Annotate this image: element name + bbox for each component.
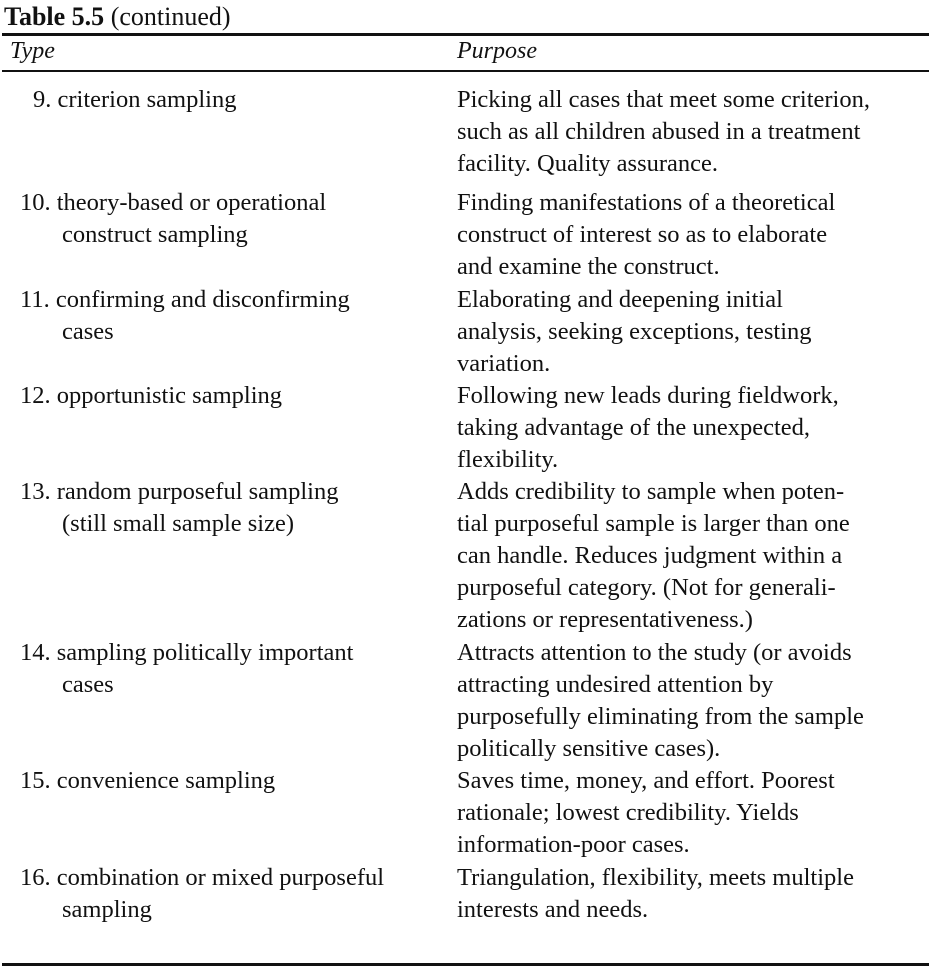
type-cell bbox=[20, 862, 440, 926]
purpose-cell bbox=[457, 187, 927, 283]
purpose-line: interests and needs. bbox=[457, 896, 649, 923]
purpose-line: zations or representativeness.) bbox=[457, 606, 753, 633]
purpose-line: facility. Quality assurance. bbox=[457, 150, 719, 177]
purpose-line: can handle. Reduces judgment within a bbox=[457, 542, 843, 569]
type-text: opportunistic sampling bbox=[56, 382, 282, 409]
purpose-cell bbox=[457, 476, 927, 636]
type-text: confirming and disconfirming bbox=[55, 286, 350, 313]
column-header-purpose: Purpose bbox=[457, 38, 537, 64]
purpose-line: Attracts attention to the study (or avoids bbox=[457, 639, 852, 666]
table-bottom-rule bbox=[2, 963, 929, 966]
column-header-type: Type bbox=[10, 38, 55, 64]
type-text: cases bbox=[62, 318, 114, 345]
purpose-line: flexibility. bbox=[457, 446, 559, 473]
row-number: 10. bbox=[20, 189, 51, 216]
purpose-cell bbox=[457, 284, 927, 380]
purpose-cell bbox=[457, 637, 927, 765]
row-number: 9. bbox=[33, 86, 52, 113]
purpose-line: and examine the construct. bbox=[457, 253, 720, 280]
purpose-line: such as all children abused in a treatment bbox=[457, 118, 861, 145]
purpose-cell bbox=[457, 862, 927, 926]
row-number: 12. bbox=[20, 382, 51, 409]
purpose-line: Adds credibility to sample when poten- bbox=[457, 478, 845, 505]
purpose-line: attracting undesired attention by bbox=[457, 671, 774, 698]
table-header-rule bbox=[2, 70, 929, 72]
purpose-line: purposeful category. (Not for generali- bbox=[457, 574, 836, 601]
purpose-line: Finding manifestations of a theoretical bbox=[457, 189, 836, 216]
type-cell bbox=[33, 84, 453, 116]
type-text: sampling bbox=[62, 896, 152, 923]
type-cell bbox=[20, 476, 440, 540]
purpose-line: purposefully eliminating from the sample bbox=[457, 703, 864, 730]
type-text: combination or mixed purposeful bbox=[56, 864, 385, 891]
purpose-line: construct of interest so as to elaborate bbox=[457, 221, 828, 248]
type-text: construct sampling bbox=[62, 221, 248, 248]
purpose-cell bbox=[457, 84, 927, 180]
table-caption bbox=[4, 2, 231, 32]
type-cell bbox=[20, 284, 440, 348]
purpose-line: Elaborating and deepening initial bbox=[457, 286, 783, 313]
purpose-line: tial purposeful sample is larger than one bbox=[457, 510, 850, 537]
purpose-line: information-poor cases. bbox=[457, 831, 690, 858]
purpose-line: Picking all cases that meet some criterion, bbox=[457, 86, 870, 113]
type-cell bbox=[20, 187, 440, 251]
row-number: 13. bbox=[20, 478, 51, 505]
type-text: sampling politically important bbox=[56, 639, 354, 666]
type-text: cases bbox=[62, 671, 114, 698]
type-cell bbox=[20, 765, 440, 797]
table-caption-suffix: (continued) bbox=[110, 2, 231, 31]
purpose-line: variation. bbox=[457, 350, 551, 377]
row-number: 14. bbox=[20, 639, 51, 666]
purpose-line: Following new leads during fieldwork, bbox=[457, 382, 839, 409]
purpose-line: Triangulation, flexibility, meets multiple bbox=[457, 864, 854, 891]
purpose-cell bbox=[457, 765, 927, 861]
purpose-line: Saves time, money, and effort. Poorest bbox=[457, 767, 835, 794]
type-cell bbox=[20, 637, 440, 701]
type-text: criterion sampling bbox=[57, 86, 237, 113]
purpose-line: rationale; lowest credibility. Yields bbox=[457, 799, 799, 826]
type-text: convenience sampling bbox=[56, 767, 276, 794]
type-cell bbox=[20, 380, 440, 412]
purpose-line: taking advantage of the unexpected, bbox=[457, 414, 811, 441]
type-text: random purposeful sampling bbox=[56, 478, 339, 505]
row-number: 16. bbox=[20, 864, 51, 891]
purpose-line: politically sensitive cases). bbox=[457, 735, 721, 762]
row-number: 11. bbox=[20, 286, 50, 313]
row-number: 15. bbox=[20, 767, 51, 794]
purpose-line: analysis, seeking exceptions, testing bbox=[457, 318, 812, 345]
type-text: theory-based or operational bbox=[56, 189, 327, 216]
type-text: (still small sample size) bbox=[62, 510, 295, 537]
table-label: Table 5.5 bbox=[4, 2, 105, 31]
purpose-cell bbox=[457, 380, 927, 476]
